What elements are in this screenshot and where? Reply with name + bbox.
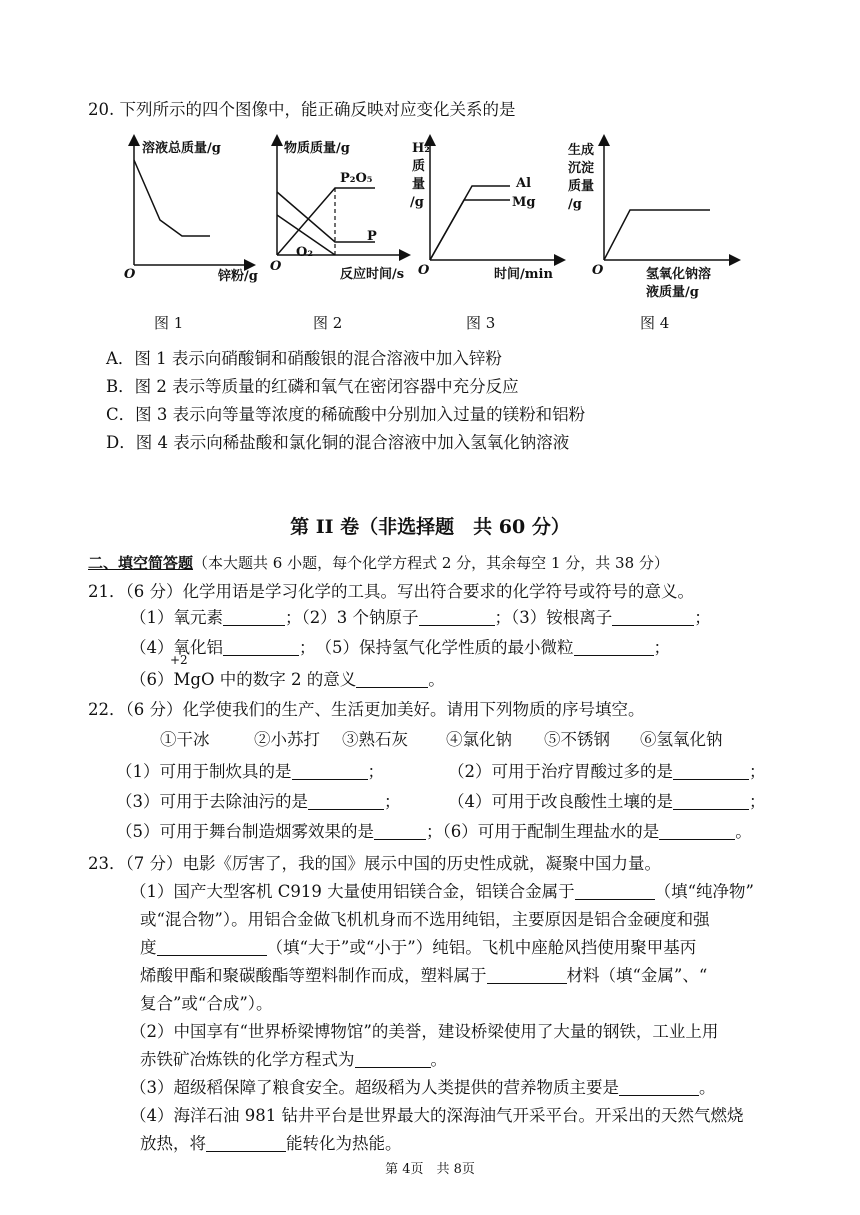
q22-a5-text: （5）可用于舞台制造烟雾效果的是: [116, 822, 374, 841]
q23-p7-text-a: 赤铁矿冶炼铁的化学方程式为: [140, 1050, 355, 1069]
q21-blank-1[interactable]: [223, 609, 285, 627]
figure-4: [568, 140, 735, 332]
q21-blank-5[interactable]: [574, 639, 654, 657]
q21-line-1: [130, 604, 711, 628]
figure-1: [124, 140, 258, 332]
figure-2-origin: O: [270, 259, 282, 274]
q23-line-2: 或“混合物”）。用铝合金做飞机机身而不选用纯铝，主要原因是铝合金硬度和强: [140, 910, 710, 929]
q22-blank-4[interactable]: [673, 793, 749, 811]
figure-3-y-label-line2: 质: [412, 159, 426, 174]
figure-2-x-label: 反应时间/s: [340, 267, 405, 282]
q23-p10-text-a: 放热，将: [140, 1134, 206, 1153]
q21-l3-text-b: 。: [428, 670, 445, 689]
q20-option-c: C．图 3 表示向等量等浓度的稀硫酸中分别加入过量的镁粉和铝粉: [106, 405, 586, 424]
q22-answer-1: [116, 758, 384, 782]
q20-stem: [88, 96, 516, 120]
q22-a3-text: （3）可用于去除油污的是: [116, 792, 308, 811]
figure-2-label-p: P: [367, 229, 377, 244]
q23-stem-text: （7 分）电影《厉害了，我的国》展示中国的历史性成就，凝聚中国力量。: [125, 854, 661, 873]
q23-line-3: [140, 934, 696, 958]
q23-blank-2[interactable]: [157, 939, 267, 957]
q23-number: 23．: [88, 854, 126, 873]
q23-line-10: [140, 1130, 402, 1154]
q22-a4-text: （4）可用于改良酸性土壤的是: [448, 792, 673, 811]
q21-number: 21．: [88, 582, 126, 601]
figure-2-label-p2o5: P₂O₅: [340, 171, 373, 186]
q22-a6-text: （6）可用于配制生理盐水的是: [442, 822, 660, 841]
q21-l1-text-a: （1）氧元素: [130, 608, 223, 627]
figure-4-x-label-line2: 液质量/g: [646, 285, 699, 300]
q21-line-2: [130, 634, 670, 658]
q22-answer-2: [448, 758, 766, 782]
q21-l2-text-a: （4）氧化铝: [130, 638, 223, 657]
q21-blank-3[interactable]: [612, 609, 694, 627]
q22-stem-text: （6 分）化学使我们的生产、生活更加美好。请用下列物质的序号填空。: [125, 700, 645, 719]
q21-l2-text-b: ； （5）保持氢气化学性质的最小微粒: [299, 638, 574, 657]
q20-option-a: A．图 1 表示向硝酸铜和硝酸银的混合溶液中加入锌粉: [106, 349, 502, 368]
q23-p8-text-a: （3）超级稻保障了粮食安全。超级稻为人类提供的营养物质主要是: [130, 1078, 619, 1097]
figure-3-y-label-line3: 量: [412, 177, 426, 192]
figure-3-al-curve: [430, 186, 510, 260]
q20-option-d: D．图 4 表示向稀盐酸和氯化铜的混合溶液中加入氢氧化钠溶液: [106, 433, 570, 452]
q22-item-2: ②小苏打: [254, 730, 320, 749]
q21-superscript: +2: [170, 653, 188, 667]
q23-line-9: （4）海洋石油 981 钻井平台是世界最大的深海油气开采平台。开采出的天然气燃烧: [130, 1106, 744, 1125]
q22-a1-end: ；: [367, 762, 384, 781]
figure-3-y-label-line1: H₂: [412, 141, 430, 156]
figure-4-caption: 图 4: [640, 314, 670, 332]
q21-stem: [88, 578, 694, 602]
figure-2-p2o5-curve: [277, 188, 375, 255]
q21-blank-4[interactable]: [223, 639, 299, 657]
q23-p1-text-a: （1）国产大型客机 C919 大量使用铝镁合金，铝镁合金属于: [130, 882, 575, 901]
q23-p7-text-b: 。: [430, 1050, 447, 1069]
q21-stem-text: （6 分）化学用语是学习化学的工具。写出符合要求的化学符号或符号的意义。: [125, 582, 694, 601]
figure-3-x-label: 时间/min: [494, 267, 553, 282]
q20-figures: [0, 130, 860, 340]
figure-1-curve: [134, 160, 210, 236]
q23-p4-text-b: 材料（填“金属”、“: [566, 966, 708, 985]
page-footer: 第 4页 共 8页: [385, 1162, 475, 1177]
q21-l3-text-a: （6）MgO 中的数字 2 的意义: [130, 670, 357, 689]
q22-item-4: ④氯化钠: [446, 730, 512, 749]
q22-blank-2[interactable]: [673, 763, 749, 781]
q22-a3-end: ；: [384, 792, 401, 811]
q22-a6-end: 。: [735, 822, 752, 841]
q22-a2-end: ；: [749, 762, 766, 781]
q23-line-1: [130, 878, 754, 902]
q21-l2-text-c: ；: [653, 638, 670, 657]
q20-option-b: B．图 2 表示等质量的红磷和氧气在密闭容器中充分反应: [106, 377, 519, 396]
q23-p10-text-b: 能转化为热能。: [286, 1134, 402, 1153]
q22-answer-3: [116, 788, 401, 812]
figure-1-caption: 图 1: [154, 314, 184, 332]
q21-blank-6[interactable]: [356, 671, 428, 689]
q22-blank-5[interactable]: [374, 823, 426, 841]
figure-1-y-label: 溶液总质量/g: [142, 141, 221, 156]
figure-2-label-o2: O₂: [296, 245, 314, 260]
part-2-heading-title: 二、填空简答题: [88, 554, 194, 572]
q21-blank-2[interactable]: [419, 609, 495, 627]
q23-line-5: 复合”或“合成”）。: [140, 994, 273, 1013]
q22-blank-3[interactable]: [308, 793, 384, 811]
figure-2-y-label: 物质质量/g: [284, 141, 350, 156]
figure-4-curve: [604, 210, 710, 260]
q22-a2-text: （2）可用于治疗胃酸过多的是: [448, 762, 673, 781]
q23-line-8: [130, 1074, 716, 1098]
figure-4-y-label-line4: /g: [568, 197, 582, 212]
figure-4-origin: O: [592, 263, 604, 278]
figure-1-origin: O: [124, 267, 136, 282]
figure-3-origin: O: [418, 263, 430, 278]
q23-line-6: （2）中国享有“世界桥梁博物馆”的美誉，建设桥梁使用了大量的钢铁，工业上用: [130, 1022, 719, 1041]
figure-4-x-label-line1: 氢氧化钠溶: [646, 267, 712, 282]
q22-answer-5: [116, 818, 752, 842]
figure-3-label-mg: Mg: [512, 195, 536, 210]
q23-blank-4[interactable]: [355, 1051, 431, 1069]
figure-4-y-label-line1: 生成: [568, 143, 595, 158]
q23-line-7: [140, 1046, 447, 1070]
q23-p3-text-b: （填“大于”或“小于”）纯铝。飞机中座舱风挡使用聚甲基丙: [266, 938, 697, 957]
q23-blank-1[interactable]: [575, 883, 655, 901]
q23-blank-3[interactable]: [487, 967, 567, 985]
q23-p8-text-b: 。: [699, 1078, 716, 1097]
q23-p4-text-a: 烯酸甲酯和聚碳酸酯等塑料制作而成，塑料属于: [140, 966, 487, 985]
q21-l1-text-d: ；: [694, 608, 711, 627]
q22-blank-1[interactable]: [292, 763, 368, 781]
figure-3-mg-curve: [430, 200, 510, 260]
figure-4-y-label-line2: 沉淀: [568, 161, 595, 176]
q22-a4-end: ；: [749, 792, 766, 811]
q22-item-3: ③熟石灰: [342, 730, 408, 749]
figure-3-y-label-line4: /g: [410, 195, 424, 210]
figure-3: [410, 140, 560, 332]
part-2-heading: [88, 552, 669, 573]
q23-stem: [88, 850, 661, 874]
q23-blank-5[interactable]: [619, 1079, 699, 1097]
section-2-title: 第 II 卷（非选择题 共 60 分）: [290, 516, 570, 538]
q23-p3-text-a: 度: [140, 938, 157, 957]
q22-number: 22．: [88, 700, 126, 719]
q22-a5-end: ；: [426, 822, 443, 841]
q21-l1-text-b: ；（2）3 个钠原子: [285, 608, 419, 627]
q22-stem: [88, 696, 645, 720]
q23-p1-text-b: （填“纯净物”: [654, 882, 754, 901]
q23-blank-6[interactable]: [206, 1135, 286, 1153]
q22-a1-text: （1）可用于制炊具的是: [116, 762, 292, 781]
part-2-heading-note: （本大题共 6 小题，每个化学方程式 2 分，其余每空 1 分，共 38 分）: [193, 554, 669, 572]
figure-4-y-label-line3: 质量: [568, 179, 595, 194]
q22-blank-6[interactable]: [659, 823, 735, 841]
q22-item-5: ⑤不锈钢: [544, 730, 610, 749]
q21-line-3: [130, 666, 445, 690]
q22-answer-4: [448, 788, 766, 812]
figure-3-caption: 图 3: [466, 314, 496, 332]
q22-item-1: ①干冰: [160, 730, 210, 749]
figure-2-caption: 图 2: [313, 314, 343, 332]
q20-number: 20.: [88, 100, 115, 119]
q20-stem-text: 下列所示的四个图像中，能正确反映对应变化关系的是: [119, 100, 516, 119]
q21-l1-text-c: ；（3）铵根离子: [494, 608, 613, 627]
q23-line-4: [140, 962, 707, 986]
figure-3-label-al: Al: [516, 176, 532, 191]
q22-item-6: ⑥氢氧化钠: [640, 730, 723, 749]
figure-1-x-label: 锌粉/g: [218, 269, 258, 284]
figure-2: [270, 140, 405, 332]
